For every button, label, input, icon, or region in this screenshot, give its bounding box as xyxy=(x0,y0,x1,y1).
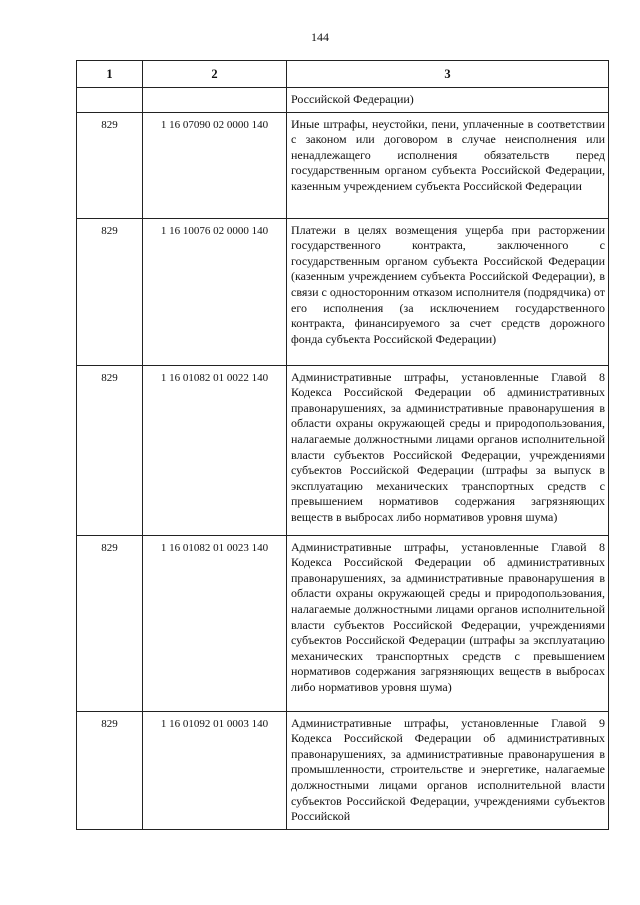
table-row xyxy=(77,112,609,218)
kbk-code-cell: 1 16 01082 01 0022 140 xyxy=(143,365,287,535)
description-cell: Платежи в целях возмещения ущерба при расторжении государственного контракта, заключенного с государственным органом субъекта Российской Федерации (казенным учреждением субъекта Российской Федерации), в связи с односторонним отказом исполнителя (подрядчика) от его исполнения (за исключением государственного контракта, финансируемого за счет средств дорожного фонда субъекта Российской Федерации) xyxy=(287,218,609,365)
kbk-code-cell: 1 16 01082 01 0023 140 xyxy=(143,535,287,711)
admin-code-cell: 829 xyxy=(77,112,143,218)
continuation-row xyxy=(77,88,609,113)
budget-classification-table xyxy=(76,60,609,830)
kbk-code-cell: 1 16 07090 02 0000 140 xyxy=(143,112,287,218)
table-row xyxy=(77,218,609,365)
admin-code-cell: 829 xyxy=(77,711,143,829)
column-header-1: 1 xyxy=(77,61,143,88)
description-cell: Иные штрафы, неустойки, пени, уплаченные в соответствии с законом или договором в случае неисполнения или ненадлежащего исполнения обязательств перед государственным органом субъекта Российской Федерации, казенным учреждением субъекта Российской Федерации xyxy=(287,112,609,218)
column-header-3: 3 xyxy=(287,61,609,88)
continuation-kbk-cell xyxy=(143,88,287,113)
kbk-code-cell: 1 16 01092 01 0003 140 xyxy=(143,711,287,829)
page-number: 144 xyxy=(311,30,329,44)
table-row xyxy=(77,535,609,711)
description-cell: Административные штрафы, установленные Главой 9 Кодекса Российской Федерации об административных правонарушениях, за административные правонарушения в промышленности, строительстве и энергетике, налагаемые должностными лицами органов исполнительной власти субъектов Российской Федерации, учреждениями субъектов Российской xyxy=(287,711,609,829)
continuation-description-cell: Российской Федерации) xyxy=(287,88,609,113)
table-row xyxy=(77,365,609,535)
table-row xyxy=(77,711,609,829)
kbk-code-cell: 1 16 10076 02 0000 140 xyxy=(143,218,287,365)
table-header-row xyxy=(77,61,609,88)
admin-code-cell: 829 xyxy=(77,218,143,365)
continuation-code-cell xyxy=(77,88,143,113)
admin-code-cell: 829 xyxy=(77,365,143,535)
description-cell: Административные штрафы, установленные Главой 8 Кодекса Российской Федерации об административных правонарушениях, за административные правонарушения в области охраны окружающей среды и природопользования, налагаемые должностными лицами органов исполнительной власти субъектов Российской Федерации, учреждениями субъектов Российской Федерации (штрафы за эксплуатацию механических транспортных средств с превышением нормативов содержания загрязняющих веществ в выбросах либо нормативов уровня шума) xyxy=(287,535,609,711)
admin-code-cell: 829 xyxy=(77,535,143,711)
column-header-2: 2 xyxy=(143,61,287,88)
description-cell: Административные штрафы, установленные Главой 8 Кодекса Российской Федерации об административных правонарушениях, за административные правонарушения в области охраны окружающей среды и природопользования, налагаемые должностными лицами органов исполнительной власти субъектов Российской Федерации, учреждениями субъектов Российской Федерации (штрафы за выпуск в эксплуатацию механических транспортных средств с превышением нормативов содержания загрязняющих веществ в выбросах либо нормативов уровня шума) xyxy=(287,365,609,535)
